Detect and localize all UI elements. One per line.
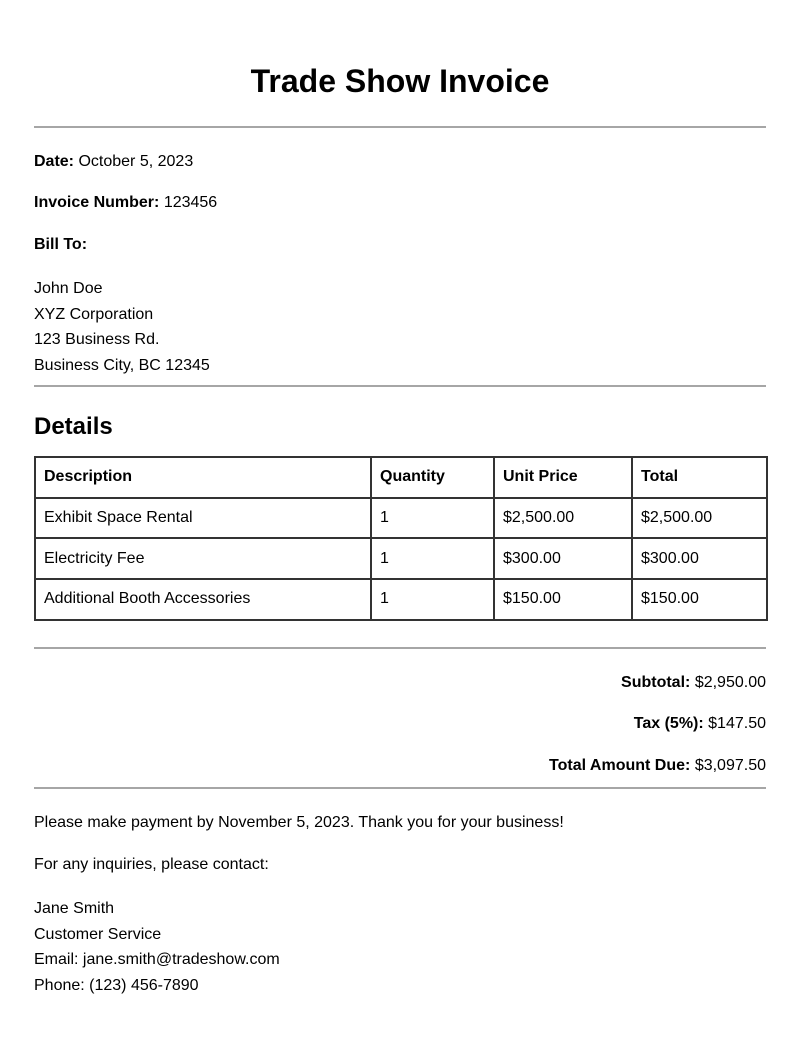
contact-phone: Phone: (123) 456-7890 <box>34 976 199 994</box>
details-heading: Details <box>34 413 113 440</box>
column-header-total: Total <box>632 457 767 498</box>
row-quantity: 1 <box>371 538 494 579</box>
contact-department: Customer Service <box>34 925 162 943</box>
invoice-number <box>34 193 217 213</box>
invoice-number-label: Invoice Number: <box>34 194 160 211</box>
contact-name: Jane Smith <box>34 900 115 917</box>
invoice-date <box>34 152 193 172</box>
row-total: $300.00 <box>632 538 767 579</box>
divider-totals <box>34 787 766 789</box>
row-quantity: 1 <box>371 498 494 539</box>
divider-table <box>34 647 766 649</box>
tax-value: $147.50 <box>708 715 766 732</box>
date-value: October 5, 2023 <box>78 153 194 170</box>
table-row <box>35 579 767 620</box>
contact-block <box>34 896 280 998</box>
divider-bill-to <box>34 385 766 387</box>
divider-top <box>34 126 766 128</box>
bill-to-street: 123 Business Rd. <box>34 331 160 349</box>
row-description: Additional Booth Accessories <box>35 579 371 620</box>
table-row <box>35 538 767 579</box>
row-total: $2,500.00 <box>632 498 767 539</box>
subtotal-value: $2,950.00 <box>694 674 766 691</box>
row-unit-price: $2,500.00 <box>494 498 632 539</box>
bill-to-company: XYZ Corporation <box>34 305 154 323</box>
column-header-unit-price: Unit Price <box>494 457 632 498</box>
total-due-value: $3,097.50 <box>694 757 766 774</box>
subtotal-line <box>621 673 766 693</box>
tax-line <box>634 714 766 734</box>
invoice-number-value: 123456 <box>163 194 218 211</box>
table-header-row <box>35 457 767 498</box>
subtotal-label: Subtotal: <box>621 674 691 691</box>
date-label: Date: <box>34 153 75 170</box>
tax-label: Tax (5%): <box>633 715 704 732</box>
bill-to-city: Business City, BC 12345 <box>34 356 210 374</box>
row-total: $150.00 <box>632 579 767 620</box>
row-description: Electricity Fee <box>35 538 371 579</box>
column-header-description: Description <box>35 457 371 498</box>
row-quantity: 1 <box>371 579 494 620</box>
row-unit-price: $300.00 <box>494 538 632 579</box>
row-unit-price: $150.00 <box>494 579 632 620</box>
inquiries-note: For any inquiries, please contact: <box>34 856 269 873</box>
details-table <box>34 456 768 621</box>
invoice-title: Trade Show Invoice <box>250 63 550 99</box>
row-description: Exhibit Space Rental <box>35 498 371 539</box>
column-header-quantity: Quantity <box>371 457 494 498</box>
contact-email: Email: jane.smith@tradeshow.com <box>34 951 280 969</box>
payment-note: Please make payment by November 5, 2023. Thank you for your business! <box>34 814 564 831</box>
total-due-line <box>549 756 766 776</box>
bill-to-label: Bill To: <box>34 236 88 253</box>
total-due-label: Total Amount Due: <box>549 757 691 774</box>
bill-to-address <box>34 276 210 378</box>
bill-to-heading <box>34 235 87 255</box>
bill-to-name: John Doe <box>34 280 103 297</box>
table-row <box>35 498 767 539</box>
